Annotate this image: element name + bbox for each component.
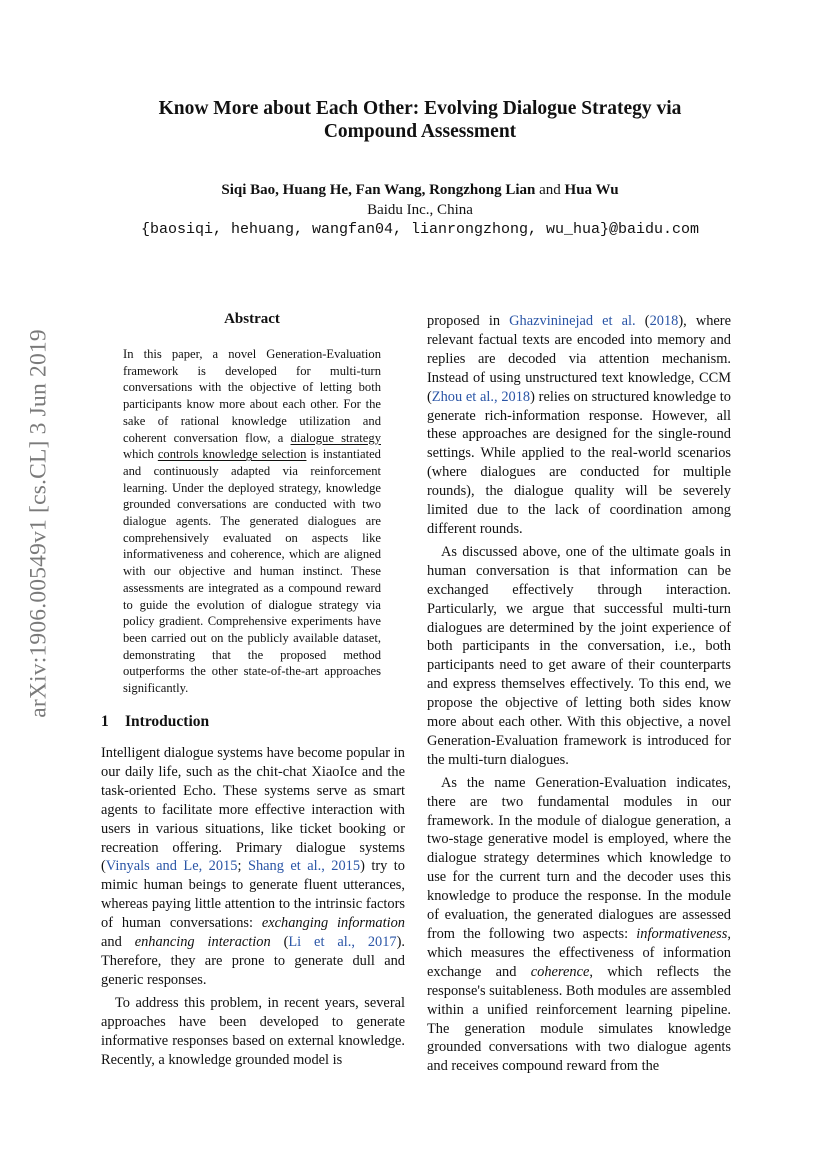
author-last: Hua Wu: [564, 182, 619, 198]
title-line-1: Know More about Each Other: Evolving Dialogue Strategy via: [158, 98, 682, 119]
abstract-text-2: which: [123, 447, 158, 462]
section-heading: [101, 713, 209, 731]
author-list: [100, 181, 740, 200]
paragraph: proposed in Ghazvininejad et al. (2018), where relevant factual texts are encoded into memory and replies are decoded via attention mechanism. Instead of using unstructured text knowledge, CCM (Zhou et al., 2018) relies on structured knowledge to generate rich-information response. However, all these approaches are designed for the single-round settings. While applied to the real-world scenarios (where dialogues are conducted for multiple rounds), the dialogue quality will be severely limited due to the lack of coordination among different rounds.: [427, 313, 732, 537]
citation-link[interactable]: 2018: [649, 313, 679, 329]
abstract-text-3: is instantiated and continuously adapted via reinforcement learning. Under the deployed strategy, knowledge grounded conversations are conducted with two dialogue agents. The generated dialogues are comprehensively evaluated on aspects like informativeness and coherence, which are aligned with our objective and human instinct. These assessments are integrated as a compound reward to guide the evolution of dialogue strategy via policy gradient. Comprehensive experiments have been carried out on the publicly available dataset, demonstrating that the proposed method outperforms the other state-of-the-art approaches significantly.: [123, 447, 381, 696]
citation-link[interactable]: Vinyals and Le, 2015: [105, 858, 238, 875]
citation-link[interactable]: Zhou et al., 2018: [431, 388, 531, 405]
affiliation: Baidu Inc., China: [367, 202, 473, 218]
citation-link[interactable]: Shang et al., 2015: [247, 858, 361, 875]
arxiv-identifier: arXiv:1906.00549v1 [cs.CL] 3 Jun 2019: [25, 329, 52, 718]
author-and: and: [539, 182, 561, 198]
paragraph: To address this problem, in recent years, several approaches have been developed to generate informative responses based on external knowledge. Recently, a knowledge grounded model is: [101, 994, 405, 1068]
paragraph: As discussed above, one of the ultimate goals in human conversation is that information can be exchanged effectively through interaction. Particularly, we argue that successful multi-turn dialogues are determined by the joint experience of both participants in the conversation, i.e., both participants need to get aware of their counterparts and express themselves effectively. To this end, we propose the objective of letting both sides know more about each other. With this objective, a novel Generation-Evaluation framework is introduced for the multi-turn dialogues.: [427, 543, 731, 768]
paper-title: [100, 97, 740, 143]
left-column-body: [101, 744, 405, 1069]
abstract-body: [123, 346, 381, 697]
right-column-body: [427, 312, 731, 1076]
citation-link[interactable]: Ghazvininejad et al.: [509, 313, 636, 329]
author-names: Siqi Bao, Huang He, Fan Wang, Rongzhong Lian: [221, 182, 536, 198]
section-number: 1: [101, 713, 109, 730]
abstract-underline-2: controls knowledge selection: [157, 447, 307, 462]
citation-link[interactable]: Li et al., 2017: [288, 934, 397, 951]
paragraph: As the name Generation-Evaluation indicates, there are two fundamental modules in our framework. In the module of dialogue generation, a two-stage generative model is employed, where the dialogue strategy determines which knowledge to use for the current turn and the decoder uses this knowledge to produce the response. In the module of evaluation, the generated dialogues are assessed from the following two aspects: informativeness, which measures the effectiveness of information exchange and coherence, which reflects the response's suitableness. Both modules are assembled within a unified reinforcement learning pipeline. The generation module simulates knowledge grounded conversations with two dialogue agents and receives compound reward from the: [427, 774, 731, 1075]
title-line-2: Compound Assessment: [323, 121, 517, 142]
abstract-underline-1: dialogue strategy: [290, 430, 381, 445]
author-emails: {baosiqi, hehuang, wangfan04, lianrongzhong, wu_hua}@baidu.com: [140, 221, 700, 238]
abstract-heading: Abstract: [224, 311, 280, 327]
abstract-text-1: In this paper, a novel Generation-Evaluation framework is developed for multi-turn conversations with the objective of letting both participants know more about each other. For the sake of rational knowledge utilization and coherent conversation flow, a: [123, 347, 381, 445]
paragraph: Intelligent dialogue systems have become popular in our daily life, such as the chit-chat XiaoIce and the task-oriented Echo. These systems serve as smart agents to facilitate more effective interaction with users in various situations, like ticket booking or recreation offering. Primary dialogue systems (Vinyals and Le, 2015; Shang et al., 2015) try to mimic human beings to generate fluent utterances, whereas paying little attention to the intrinsic factors of human conversations: exchanging information and enhancing interaction (Li et al., 2017). Therefore, they are prone to generate dull and generic responses.: [101, 745, 405, 988]
section-title: Introduction: [125, 713, 210, 730]
